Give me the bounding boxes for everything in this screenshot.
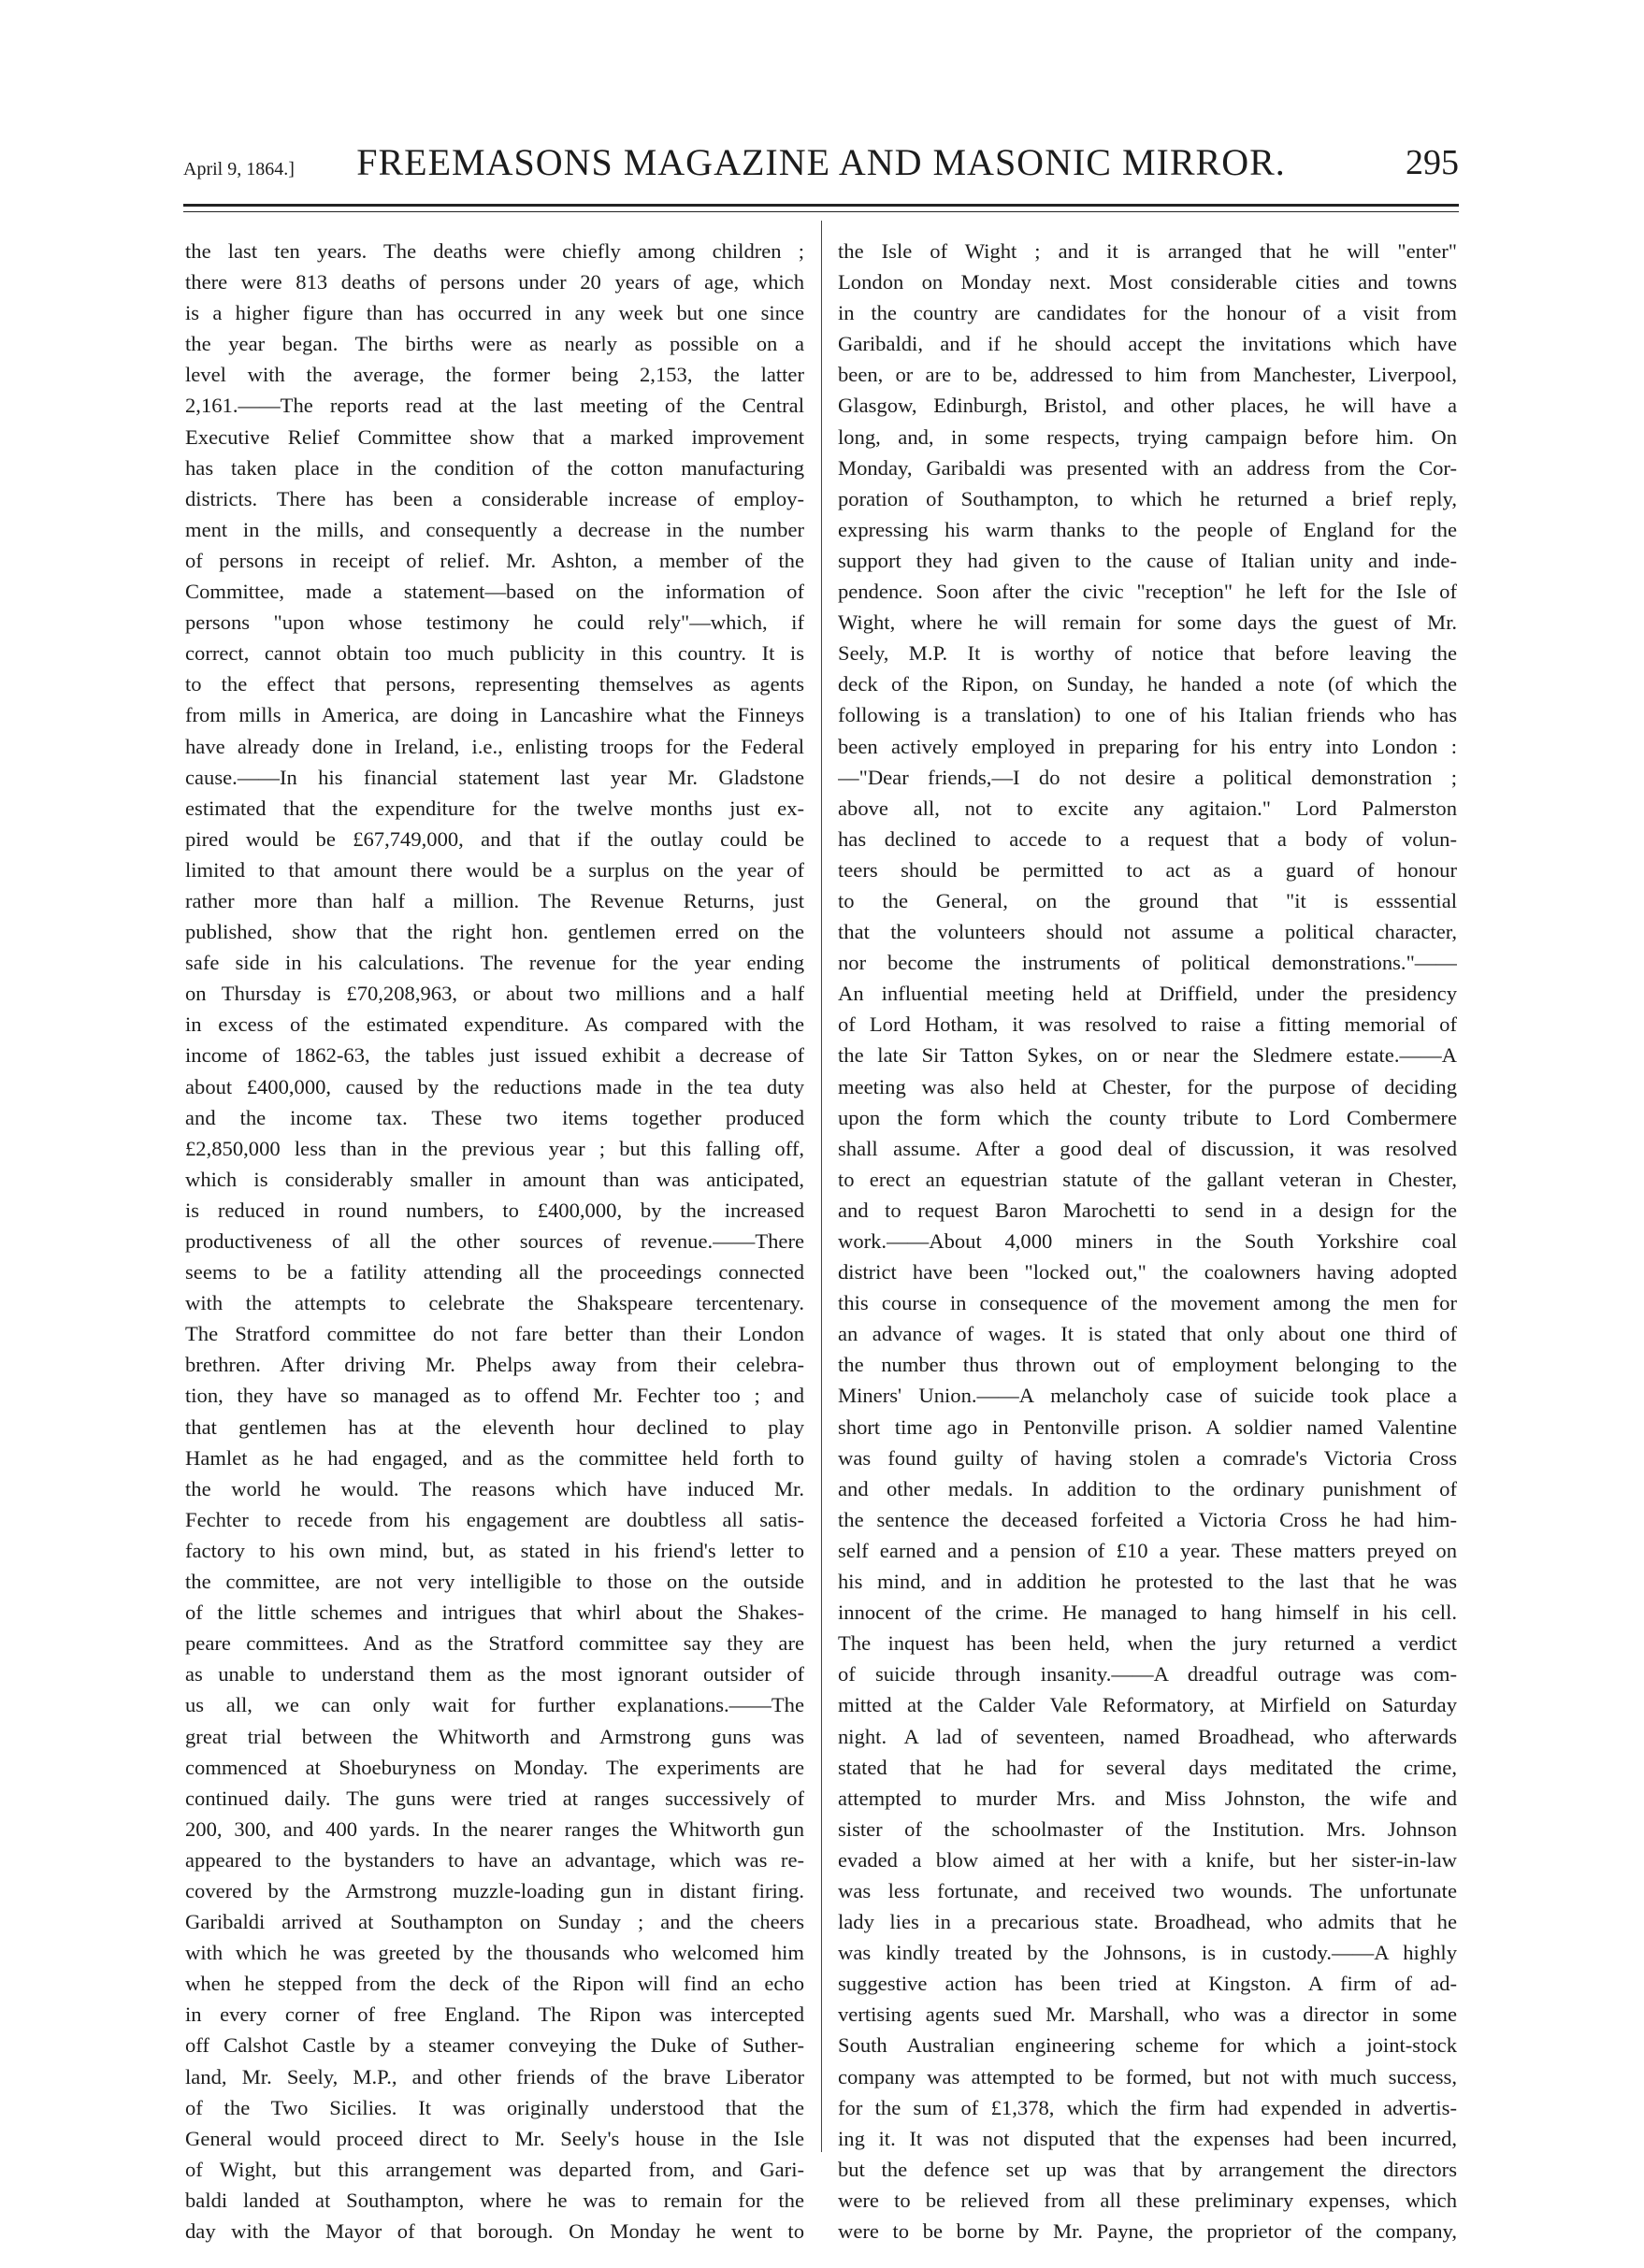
text-line: that gentlemen has at the eleventh hour declined to play <box>185 1414 804 1439</box>
text-line: commenced at Shoeburyness on Monday. The experiments are <box>185 1755 804 1779</box>
text-line: Glasgow, Edinburgh, Bristol, and other places, he will have a <box>838 394 1457 418</box>
text-line: and to request Baron Marochetti to send in a design for the <box>838 1198 1457 1222</box>
text-line: £2,850,000 less than in the previous year ; but this falling off, <box>185 1136 804 1160</box>
text-line: was kindly treated by the Johnsons, is in custody.——A highly <box>838 1941 1457 1965</box>
magazine-title: FREEMASONS MAGAZINE AND MASONIC MIRROR. <box>356 141 1286 183</box>
text-line: continued daily. The guns were tried at ranges successively of <box>185 1786 804 1810</box>
text-line: has taken place in the condition of the cotton manufacturing <box>185 455 804 480</box>
text-line: Monday, Garibaldi was presented with an address from the Cor- <box>838 455 1457 480</box>
header-rule-thick <box>183 204 1459 207</box>
text-line: company was attempted to be formed, but not with much success, <box>838 2064 1457 2089</box>
text-line: —"Dear friends,—I do not desire a political demonstration ; <box>838 765 1457 789</box>
text-line: covered by the Armstrong muzzle-loading gun in distant firing. <box>185 1878 804 1902</box>
text-line: of persons in receipt of relief. Mr. Ashton, a member of the <box>185 548 804 572</box>
text-line: and other medals. In addition to the ordinary punishment of <box>838 1476 1457 1500</box>
text-line: is a higher figure than has occurred in any week but one since <box>185 301 804 325</box>
text-line: Committee, made a statement—based on the information of <box>185 580 804 604</box>
text-line: us all, we can only wait for further explanations.——The <box>185 1693 804 1717</box>
text-line: correct, cannot obtain too much publicity in this country. It is <box>185 641 804 666</box>
text-line: attempted to murder Mrs. and Miss Johnston, the wife and <box>838 1786 1457 1810</box>
text-line: lady lies in a precarious state. Broadhead, who admits that he <box>838 1910 1457 1934</box>
text-line: to erect an equestrian statute of the gallant veteran in Chester, <box>838 1167 1457 1191</box>
text-line: Executive Relief Committee show that a marked improvement <box>185 424 804 449</box>
text-line: 2,161.——The reports read at the last meeting of the Central <box>185 394 804 418</box>
text-line: to the effect that persons, representing themselves as agents <box>185 672 804 696</box>
text-line: of Lord Hotham, it was resolved to raise a fitting memorial of <box>838 1012 1457 1037</box>
text-line: An influential meeting held at Driffield, under the presidency <box>838 982 1457 1006</box>
text-line: about £400,000, caused by the reductions made in the tea duty <box>185 1074 804 1098</box>
text-line: the sentence the deceased forfeited a Victoria Cross he had him- <box>838 1507 1457 1531</box>
text-line: Wight, where he will remain for some days the guest of Mr. <box>838 610 1457 635</box>
text-line: peare committees. And as the Stratford committee say they are <box>185 1631 804 1656</box>
text-line: with which he was greeted by the thousands who welcomed him <box>185 1941 804 1965</box>
text-line: but the defence set up was that by arrangement the directors <box>838 2157 1457 2181</box>
text-line: Fechter to recede from his engagement are doubtless all satis- <box>185 1507 804 1531</box>
text-line: the Isle of Wight ; and it is arranged that he will "enter" <box>838 239 1457 263</box>
text-line: estimated that the expenditure for the twelve months just ex- <box>185 796 804 820</box>
text-line: rather more than half a million. The Revenue Returns, just <box>185 888 804 912</box>
text-line: above all, not to excite any agitaion." Lord Palmerston <box>838 796 1457 820</box>
text-line: when he stepped from the deck of the Ripon will find an echo <box>185 1972 804 1996</box>
text-line: was found guilty of having stolen a comrade's Victoria Cross <box>838 1445 1457 1470</box>
text-line: of suicide through insanity.——A dreadful outrage was com- <box>838 1662 1457 1687</box>
text-line: Seely, M.P. It is worthy of notice that before leaving the <box>838 641 1457 666</box>
text-line: been actively employed in preparing for his entry into London : <box>838 734 1457 758</box>
text-line: the late Sir Tatton Sykes, on or near the Sledmere estate.——A <box>838 1043 1457 1068</box>
text-line: self earned and a pension of £10 a year. These matters preyed on <box>838 1538 1457 1562</box>
text-line: deck of the Ripon, on Sunday, he handed a note (of which the <box>838 672 1457 696</box>
text-line: as unable to understand them as the most ignorant outsider of <box>185 1662 804 1687</box>
text-line: with the attempts to celebrate the Shakspeare tercentenary. <box>185 1291 804 1315</box>
text-line: ing it. It was not disputed that the expenses had been incurred, <box>838 2126 1457 2150</box>
text-line: on Thursday is £70,208,963, or about two millions and a half <box>185 982 804 1006</box>
text-line: the last ten years. The deaths were chiefly among children ; <box>185 239 804 263</box>
text-line: appeared to the bystanders to have an advantage, which was re- <box>185 1847 804 1872</box>
text-line: that the volunteers should not assume a political character, <box>838 920 1457 944</box>
text-line: has declined to accede to a request that a body of volun- <box>838 826 1457 851</box>
text-line: tion, they have so managed as to offend Mr. Fechter too ; and <box>185 1384 804 1408</box>
text-line: pired would be £67,749,000, and that if the outlay could be <box>185 826 804 851</box>
text-line: Garibaldi arrived at Southampton on Sunday ; and the cheers <box>185 1910 804 1934</box>
text-line: Garibaldi, and if he should accept the invitations which have <box>838 332 1457 356</box>
text-line: brethren. After driving Mr. Phelps away from their celebra- <box>185 1353 804 1377</box>
text-line: were to be borne by Mr. Payne, the proprietor of the company, <box>838 2219 1457 2243</box>
text-line: teers should be permitted to act as a guard of honour <box>838 857 1457 882</box>
text-line: district have been "locked out," the coalowners having adopted <box>838 1260 1457 1285</box>
text-line: off Calshot Castle by a steamer conveying the Duke of Suther- <box>185 2033 804 2058</box>
text-line: poration of Southampton, to which he returned a brief reply, <box>838 486 1457 510</box>
column-divider <box>821 221 822 2152</box>
issue-date: April 9, 1864.] <box>183 159 295 179</box>
text-line: was less fortunate, and received two wounds. The unfortunate <box>838 1878 1457 1902</box>
text-line: South Australian engineering scheme for which a joint-stock <box>838 2033 1457 2058</box>
text-line: were to be relieved from all these preliminary expenses, which <box>838 2188 1457 2212</box>
text-line: safe side in his calculations. The revenue for the year ending <box>185 951 804 975</box>
text-line: an advance of wages. It is stated that only about one third of <box>838 1322 1457 1346</box>
text-line: districts. There has been a considerable increase of employ- <box>185 486 804 510</box>
text-line: ment in the mills, and consequently a decrease in the number <box>185 517 804 541</box>
text-line: factory to his own mind, but, as stated in his friend's letter to <box>185 1538 804 1562</box>
text-line: The Stratford committee do not fare better than their London <box>185 1322 804 1346</box>
text-line: shall assume. After a good deal of discussion, it was resolved <box>838 1136 1457 1160</box>
text-line: land, Mr. Seely, M.P., and other friends of the brave Liberator <box>185 2064 804 2089</box>
text-line: nor become the instruments of political demonstrations."—— <box>838 951 1457 975</box>
text-line: of the little schemes and intrigues that whirl about the Shakes- <box>185 1601 804 1625</box>
text-line: stated that he had for several days meditated the crime, <box>838 1755 1457 1779</box>
text-line: night. A lad of seventeen, named Broadhead, who afterwards <box>838 1724 1457 1748</box>
text-line: in excess of the estimated expenditure. As compared with the <box>185 1012 804 1037</box>
text-line: day with the Mayor of that borough. On Monday he went to <box>185 2219 804 2243</box>
text-line: there were 813 deaths of persons under 20 years of age, which <box>185 270 804 294</box>
text-line: expressing his warm thanks to the people of England for the <box>838 517 1457 541</box>
text-line: the committee, are not very intelligible to those on the outside <box>185 1570 804 1594</box>
text-line: vertising agents sued Mr. Marshall, who was a director in some <box>838 2002 1457 2027</box>
text-line: evaded a blow aimed at her with a knife, but her sister-in-law <box>838 1847 1457 1872</box>
text-line: his mind, and in addition he protested to the last that he was <box>838 1570 1457 1594</box>
text-line: pendence. Soon after the civic "reception" he left for the Isle of <box>838 580 1457 604</box>
text-line: seems to be a fatility attending all the proceedings connected <box>185 1260 804 1285</box>
page-number: 295 <box>1406 143 1459 182</box>
text-line: limited to that amount there would be a surplus on the year of <box>185 857 804 882</box>
text-line: The inquest has been held, when the jury returned a verdict <box>838 1631 1457 1656</box>
text-line: 200, 300, and 400 yards. In the nearer ranges the Whitworth gun <box>185 1816 804 1841</box>
text-line: and the income tax. These two items together produced <box>185 1105 804 1129</box>
text-line: for the sum of £1,378, which the firm had expended in advertis- <box>838 2095 1457 2119</box>
text-line: General would proceed direct to Mr. Seely's house in the Isle <box>185 2126 804 2150</box>
text-line: sister of the schoolmaster of the Institution. Mrs. Johnson <box>838 1816 1457 1841</box>
text-line: great trial between the Whitworth and Armstrong guns was <box>185 1724 804 1748</box>
text-line: persons "upon whose testimony he could rely"—which, if <box>185 610 804 635</box>
text-line: work.——About 4,000 miners in the South Yorkshire coal <box>838 1229 1457 1253</box>
text-line: suggestive action has been tried at Kingston. A firm of ad- <box>838 1972 1457 1996</box>
text-line: is reduced in round numbers, to £400,000, by the increased <box>185 1198 804 1222</box>
text-line: in the country are candidates for the honour of a visit from <box>838 301 1457 325</box>
text-line: cause.——In his financial statement last year Mr. Gladstone <box>185 765 804 789</box>
text-line: of Wight, but this arrangement was departed from, and Gari- <box>185 2157 804 2181</box>
text-line: in every corner of free England. The Ripon was intercepted <box>185 2002 804 2027</box>
text-line: meeting was also held at Chester, for the purpose of deciding <box>838 1074 1457 1098</box>
text-line: the world he would. The reasons which have induced Mr. <box>185 1476 804 1500</box>
text-line: the number thus thrown out of employment belonging to the <box>838 1353 1457 1377</box>
text-line: this course in consequence of the movement among the men for <box>838 1291 1457 1315</box>
header-rule-thin <box>183 211 1459 212</box>
right-column <box>838 236 1457 2246</box>
text-line: upon the form which the county tribute to Lord Combermere <box>838 1105 1457 1129</box>
text-line: level with the average, the former being 2,153, the latter <box>185 363 804 387</box>
text-line: been, or are to be, addressed to him from Manchester, Liverpool, <box>838 363 1457 387</box>
text-line: Miners' Union.——A melancholy case of suicide took place a <box>838 1384 1457 1408</box>
text-line: which is considerably smaller in amount than was anticipated, <box>185 1167 804 1191</box>
text-line: the year began. The births were as nearly as possible on a <box>185 332 804 356</box>
text-line: to the General, on the ground that "it is esssential <box>838 888 1457 912</box>
text-line: long, and, in some respects, trying campaign before him. On <box>838 424 1457 449</box>
page-header <box>183 140 1459 196</box>
text-line: have already done in Ireland, i.e., enlisting troops for the Federal <box>185 734 804 758</box>
text-line: from mills in America, are doing in Lancashire what the Finneys <box>185 703 804 727</box>
left-column <box>185 236 804 2246</box>
text-line: short time ago in Pentonville prison. A soldier named Valentine <box>838 1414 1457 1439</box>
text-line: following is a translation) to one of his Italian friends who has <box>838 703 1457 727</box>
text-line: London on Monday next. Most considerable cities and towns <box>838 270 1457 294</box>
text-line: support they had given to the cause of Italian unity and inde- <box>838 548 1457 572</box>
text-line: published, show that the right hon. gentlemen erred on the <box>185 920 804 944</box>
text-line: mitted at the Calder Vale Reformatory, at Mirfield on Saturday <box>838 1693 1457 1717</box>
text-line: innocent of the crime. He managed to hang himself in his cell. <box>838 1601 1457 1625</box>
text-line: income of 1862-63, the tables just issued exhibit a decrease of <box>185 1043 804 1068</box>
text-line: baldi landed at Southampton, where he was to remain for the <box>185 2188 804 2212</box>
text-line: of the Two Sicilies. It was originally understood that the <box>185 2095 804 2119</box>
text-line: Hamlet as he had engaged, and as the committee held forth to <box>185 1445 804 1470</box>
text-line: productiveness of all the other sources of revenue.——There <box>185 1229 804 1253</box>
